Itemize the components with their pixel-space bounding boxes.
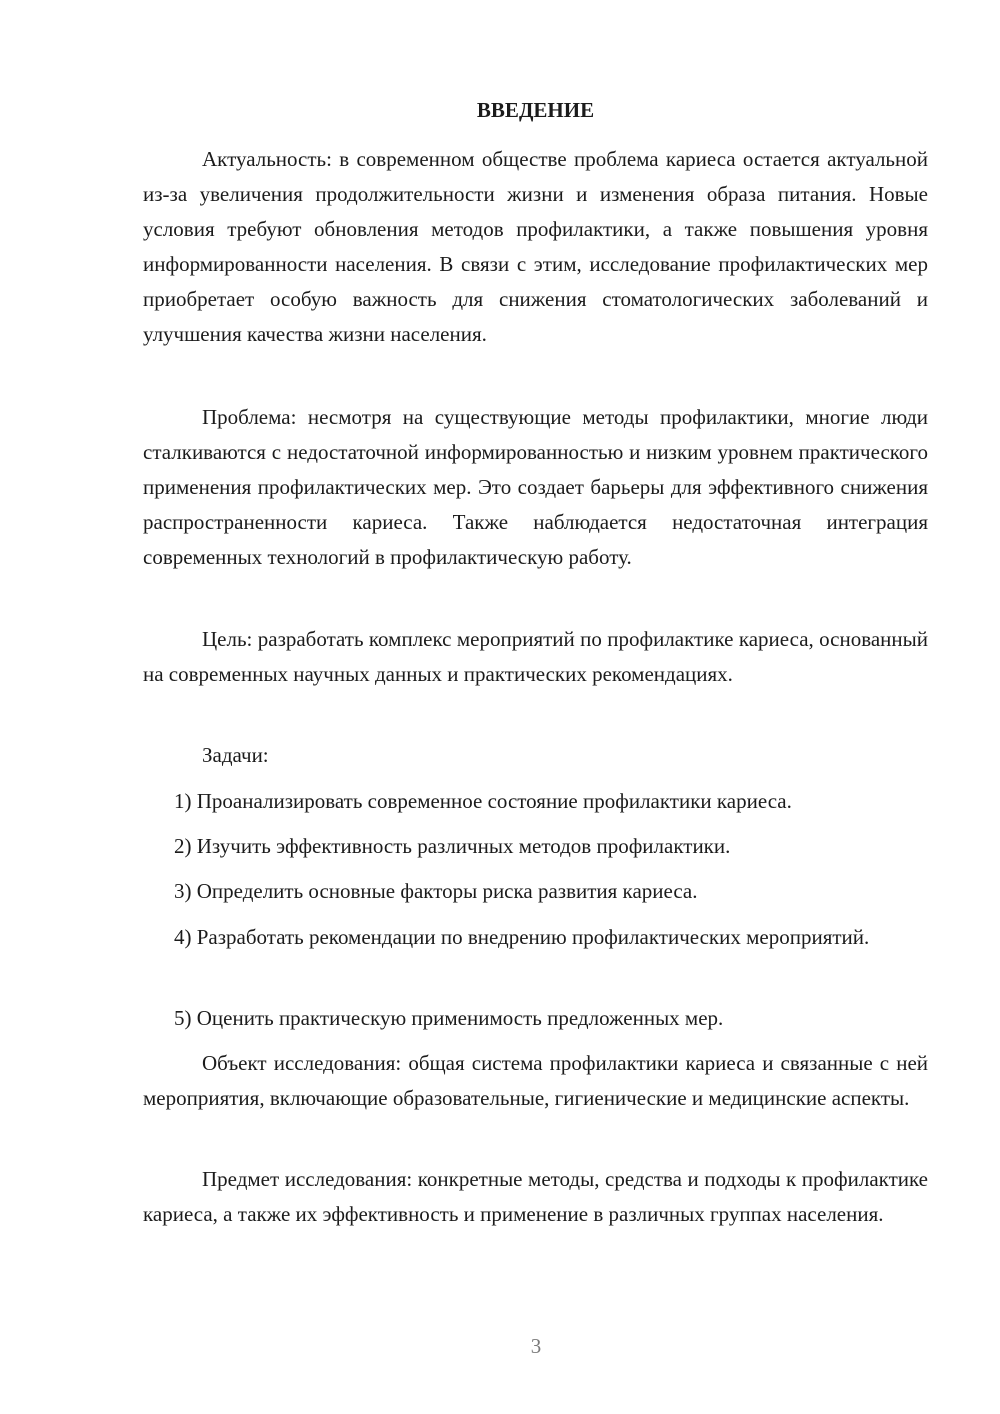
paragraph-actuality: Актуальность: в современном обществе проблема кариеса остается актуальной из-за увеличения продолжительности жизни и изменения образа питания. Новые условия требуют обновления методов профилактики, а также повышения уровня информированности населения. В связи с этим, исследование профилактических мер приобретает особую важность для снижения стоматологических заболеваний и улучшения качества жизни населения.	[143, 147, 928, 346]
paragraph-object: Объект исследования: общая система профилактики кариеса и связанные с ней мероприятия, включающие образовательные, гигиенические и медицинские аспекты.	[143, 1051, 928, 1110]
task-item-5: 5) Оценить практическую применимость предложенных мер.	[174, 1006, 724, 1030]
task-item-2: 2) Изучить эффективность различных методов профилактики.	[174, 834, 731, 858]
page-number: 3	[530, 1334, 542, 1358]
paragraph-goal: Цель: разработать комплекс мероприятий по профилактике кариеса, основанный на современных научных данных и практических рекомендациях.	[143, 627, 928, 686]
page-title: ВВЕДЕНИЕ	[476, 98, 595, 122]
task-item-3: 3) Определить основные факторы риска развития кариеса.	[174, 879, 698, 903]
task-item-4: 4) Разработать рекомендации по внедрению профилактических мероприятий.	[174, 925, 870, 949]
tasks-heading: Задачи:	[202, 743, 269, 767]
paragraph-problem: Проблема: несмотря на существующие методы профилактики, многие люди сталкиваются с недостаточной информированностью и низким уровнем практического применения профилактических мер. Это создает барьеры для эффективного снижения распространенности кариеса. Также наблюдается недостаточная интеграция современных технологий в профилактическую работу.	[143, 405, 928, 569]
task-item-1: 1) Проанализировать современное состояние профилактики кариеса.	[174, 789, 792, 813]
paragraph-subject: Предмет исследования: конкретные методы, средства и подходы к профилактике кариеса, а также их эффективность и применение в различных группах населения.	[143, 1167, 928, 1226]
